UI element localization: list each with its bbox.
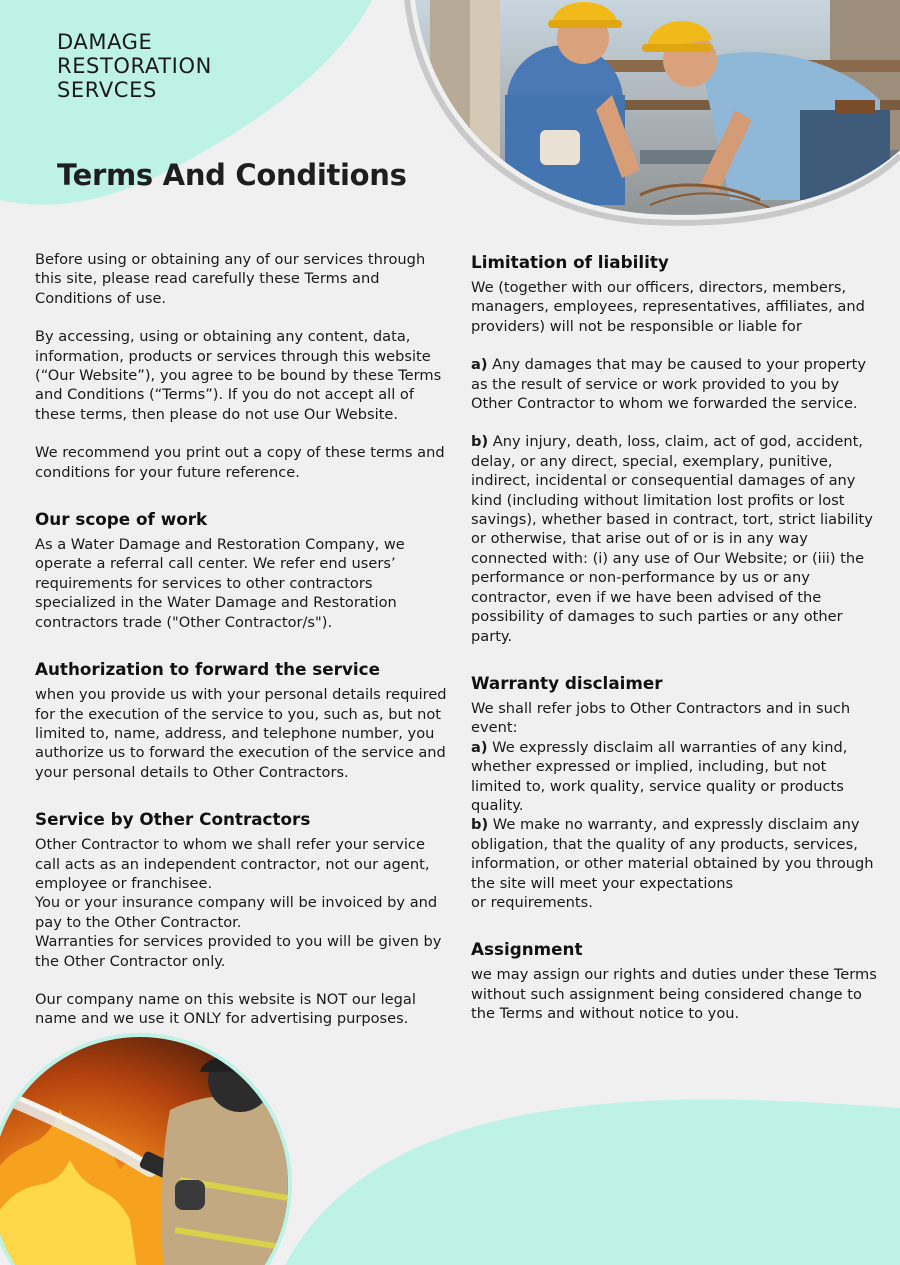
liability-item-a-text: Any damages that may be caused to your property as the result of service or work provided to you by Other Contractor to whom we forwarded the service. (471, 356, 867, 413)
warranty-item-a-label: a) (471, 738, 488, 756)
liability-item-b-text: Any injury, death, loss, claim, act of god, accident, delay, or any direct, special, exemplary, punitive, indirect, incidental or consequential damages of any kind (including without limitation lost profits or lost savings), whether based in contract, tort, strict liability or otherwise, that arise out of or is in any way connected with: (i) any use of Our Website; or (iii) the performance or non-performance by us or any contractor, even if we have been advised of the possibility of damages to such parties or any other party. (471, 433, 873, 645)
liability-intro: We (together with our officers, directors, members, managers, employees, representatives, affiliates, and providers) will not be responsible or liable for (471, 279, 865, 335)
warranty-item-a (471, 738, 881, 816)
brand-line-1: DAMAGE (57, 30, 153, 54)
assignment-text: we may assign our rights and duties under these Terms without such assignment being considered change to the Terms and without notice to you. (471, 966, 877, 1023)
liability-item-b (471, 432, 881, 645)
warranty-heading: Warranty disclaimer (471, 672, 663, 693)
bottom-accent-wave (285, 1100, 900, 1265)
intro-paragraph-1: Before using or obtaining any of our services through this site, please read carefully these Terms and Conditions of use. (35, 251, 426, 307)
liability-item-b-label: b) (471, 433, 489, 451)
company-name-note: Our company name on this website is NOT our legal name and we use it ONLY for advertising purposes. (35, 990, 416, 1028)
warranty-intro: We shall refer jobs to Other Contractors and in such event: (471, 699, 851, 737)
service-text-2: You or your insurance company will be invoiced by and pay to the Other Contractor. (35, 894, 438, 931)
brand-line-2: RESTORATION (57, 54, 212, 78)
intro-paragraph-3: We recommend you print out a copy of these terms and conditions for your future reference. (35, 444, 445, 481)
authorization-heading: Authorization to forward the service (35, 659, 380, 680)
service-text-3: Warranties for services provided to you will be given by the Other Contractor only. (35, 933, 442, 970)
warranty-item-b-label: b) (471, 816, 489, 834)
page-title: Terms And Conditions (57, 158, 407, 192)
warranty-item-b-tail: or requirements. (471, 893, 593, 911)
liability-item-a (471, 355, 881, 413)
warranty-item-b-text: We make no warranty, and expressly disclaim any obligation, that the quality of any products, services, information, or other material obtained by you through the site will meet your expectations (471, 816, 874, 892)
warranty-item-b (471, 815, 881, 893)
liability-item-a-label: a) (471, 356, 488, 374)
scope-text: As a Water Damage and Restoration Company, we operate a referral call center. We refer end users’ requirements for services to other contractors specialized in the Water Damage and Restoration contractors trade ("Other Contractor/s"). (35, 536, 405, 631)
service-heading: Service by Other Contractors (35, 809, 311, 830)
scope-heading: Our scope of work (35, 509, 208, 530)
construction-workers-photo (400, 0, 900, 230)
service-text-1: Other Contractor to whom we shall refer your service call acts as an independent contractor, not our agent, employee or franchisee. (35, 836, 430, 892)
liability-heading: Limitation of liability (471, 252, 669, 272)
assignment-heading: Assignment (471, 939, 583, 960)
intro-paragraph-2: By accessing, using or obtaining any content, data, information, products or services through this website (“Our Website”), you agree to be bound by these Terms and Conditions (“Terms”). If you do not accept all of these terms, then please do not use Our Website. (35, 328, 442, 423)
brand-logo-text (57, 30, 212, 102)
warranty-item-a-text: We expressly disclaim all warranties of any kind, whether expressed or implied, including, but not limited to, work quality, service quality or products quality. (471, 738, 848, 814)
left-column (35, 250, 451, 1048)
authorization-text: when you provide us with your personal details required for the execution of the service to you, such as, but not limited to, name, address, and telephone number, you authorize us to forward the execution of the service and your personal details to Other Contractors. (35, 686, 447, 781)
right-column (471, 252, 881, 1043)
brand-line-3: SERVCES (57, 78, 157, 102)
